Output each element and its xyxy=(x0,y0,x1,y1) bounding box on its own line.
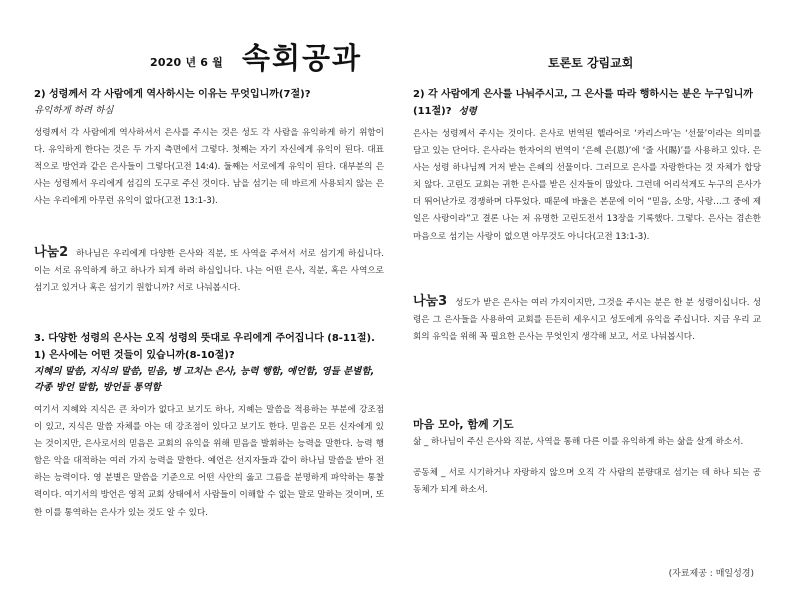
left-q2-block xyxy=(34,86,384,210)
share2-label: 나눔2 xyxy=(34,245,69,260)
section3-q1: 1) 은사에는 어떤 것들이 있습니까(8-10절)? xyxy=(34,350,235,361)
share3-label: 나눔3 xyxy=(413,294,448,309)
section3-block xyxy=(34,330,384,522)
left-q2-answer: 유익하게 하려 하심 xyxy=(34,105,114,116)
issue-date: 2020 년 6 월 xyxy=(150,56,224,69)
right-q2-answer: 성령 xyxy=(458,106,477,117)
right-q2-block xyxy=(413,86,761,246)
left-q2-question: 2) 성령께서 각 사람에게 역사하시는 이유는 무엇입니까(7절)? xyxy=(34,89,311,100)
prayer-community: 공동체 _ 서로 시기하거나 자랑하지 않으며 오직 각 사람의 분량대로 섬기는 데 하나 되는 공동체가 되게 하소서. xyxy=(413,468,761,496)
share3-text: 성도가 받은 은사는 여러 가지이지만, 그것을 주시는 분은 한 분 성령이십니다. 성령은 그 은사들을 사용하여 교회를 든든히 세우시고 성도에게 유익을 주십니다. 지금 우리 교회의 유익을 위해 꼭 필요한 은사는 무엇인지 생각해 보고, 서로 나눠봅시다. xyxy=(413,298,761,343)
right-q2-body: 은사는 성령께서 주시는 것이다. 은사로 번역된 헬라어로 ‘카리스마’는 ‘선물’이라는 의미를 담고 있는 단어다. 은사라는 한자어의 번역이 ‘은혜 은(恩)’에 ‘줄 사(賜)’를 사용하고 있다. 은사는 성령 하나님께 거저 받는 은혜의 선물이다. 그러므로 은사를 자랑한다는 것 자체가 합당치 않다. 고린도 교회는 귀한 은사를 받은 신자들이 많았다. 그런데 어리석게도 누구의 은사가 더 뛰어난가로 경쟁하며 다투었다. 때문에 바울은 본문에 이어 “믿음, 소망, 사랑…그 중에 제일은 사랑이라”고 결론 나는 저 유명한 고린도전서 13장을 기록했다. 그렇다. 은사는 겸손한 마음으로 섬기는 사랑이 없으면 아무것도 아니다(고전 13:1-3). xyxy=(413,129,761,242)
share3-block xyxy=(413,293,761,346)
right-q2-question: 2) 각 사람에게 은사를 나눠주시고, 그 은사를 따라 행하시는 분은 누구입니까(11절)? xyxy=(413,89,753,117)
left-q2-body: 성령께서 각 사람에게 역사하셔서 은사를 주시는 것은 성도 각 사람을 유익하게 하기 위함이다. 유익하게 한다는 것은 두 가지 측면에서 그렇다. 첫째는 자기 자신에게 유익이 된다. 대표적으로 방언과 같은 은사들이 그렇다(고전 14:4). 둘째는 서로에게 유익이 된다. 대부분의 은사는 성령께서 우리에게 섬김의 도구로 주신 것이다. 남을 섬기는 데 바르게 사용되지 않는 은사는 우리에게 아무런 유익이 없다(고전 13:1-3). xyxy=(34,128,384,207)
source-note: (자료제공 : 매일성경) xyxy=(668,569,754,579)
prayer-life: 삶 _ 하나님이 주신 은사와 직분, 사역을 통해 다른 이를 유익하게 하는 삶을 살게 하소서. xyxy=(413,437,744,447)
page-title: 속회공과 xyxy=(242,41,363,75)
church-name: 토론토 강림교회 xyxy=(548,56,634,70)
share2-text: 하나님은 우리에게 다양한 은사와 직분, 또 사역을 주셔서 서로 섬기게 하십니다. 이는 서로 유익하게 하고 하나가 되게 하려 하심입니다. 나는 어떤 은사, 직분, 혹은 사역으로 섬기고 있거나 혹은 섬기기 원합니까? 서로 나눠봅시다. xyxy=(34,249,384,294)
section3-answer: 지혜의 말씀, 지식의 말씀, 믿음, 병 고치는 은사, 능력 행함, 예언함, 영들 분별함, 각종 방언 말함, 방언들 통역함 xyxy=(34,366,375,393)
section3-body: 여기서 지혜와 지식은 큰 차이가 없다고 보기도 하나, 지혜는 말씀을 적용하는 부분에 강조점이 있고, 지식은 말씀 자체를 아는 데 강조점이 있다고 보기도 한다. 믿음은 모든 신자에게 있는 것이지만, 은사로서의 믿음은 교회의 유익을 위해 믿음을 발휘하는 능력을 말한다. 능력 행함은 악을 대적하는 여러 가지 능력을 말한다. 예언은 선지자들과 같이 하나님 말씀을 받아 전하는 능력이다. 영 분별은 말씀을 기준으로 어떤 사안의 옳고 그름을 분명하게 파악하는 통찰력이다. 여기서의 방언은 영적 교회 상태에서 사람들이 이해할 수 없는 말로 말하는 것이며, 또한 이를 통역하는 은사가 있는 것도 알 수 있다. xyxy=(34,405,384,518)
prayer-block xyxy=(413,416,761,499)
section3-title: 3. 다양한 성령의 은사는 오직 성령의 뜻대로 우리에게 주어집니다 (8-11절). xyxy=(34,333,375,344)
share2-block xyxy=(34,244,384,297)
prayer-title: 마음 모아, 함께 기도 xyxy=(413,418,514,431)
